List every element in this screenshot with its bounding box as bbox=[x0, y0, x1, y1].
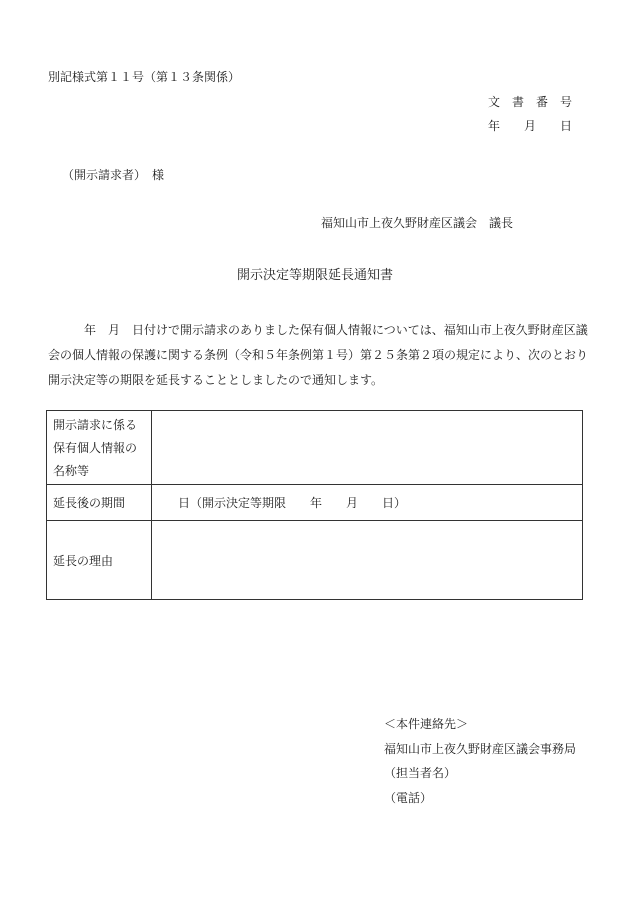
period-label: 延長後の期間 bbox=[47, 485, 152, 521]
name-label bbox=[47, 411, 152, 485]
recipient: （開示請求者） 様 bbox=[62, 168, 165, 182]
name-label-line: 開示請求に係る bbox=[53, 417, 138, 432]
sender: 福知山市上夜久野財産区議会 議長 bbox=[320, 216, 513, 230]
body-text: 年 月 日付けで開示請求のありました保有個人情報については、福知山市上夜久野財産区議会の個人情報の保護に関する条例（令和５年条例第１号）第２５条第２項の規定により、次のとおり開示決定等の期限を延長することとしましたので通知します。 bbox=[48, 323, 589, 387]
document-number: 文 書 番 号 bbox=[487, 95, 572, 109]
contact-person: （担当者名） bbox=[384, 766, 457, 780]
period-value: 日（開示決定等期限 年 月 日） bbox=[152, 485, 583, 521]
reason-label: 延長の理由 bbox=[47, 521, 152, 600]
form-id: 別記様式第１１号（第１３条関係） bbox=[48, 70, 241, 84]
info-table bbox=[46, 410, 583, 600]
name-value bbox=[152, 411, 583, 485]
reason-value bbox=[152, 521, 583, 600]
name-label-line: 名称等 bbox=[53, 463, 90, 478]
table-row-name bbox=[47, 411, 583, 485]
table-row-period bbox=[47, 485, 583, 521]
document-title: 開示決定等期限延長通知書 bbox=[236, 268, 393, 283]
name-label-line: 保有個人情報の bbox=[53, 440, 138, 455]
document-date: 年 月 日 bbox=[487, 119, 572, 133]
table-row-reason bbox=[47, 521, 583, 600]
contact-block bbox=[384, 712, 576, 810]
contact-phone: （電話） bbox=[384, 790, 433, 805]
contact-heading: ＜本件連絡先＞ bbox=[384, 717, 469, 731]
contact-office: 福知山市上夜久野財産区議会事務局 bbox=[384, 741, 577, 756]
